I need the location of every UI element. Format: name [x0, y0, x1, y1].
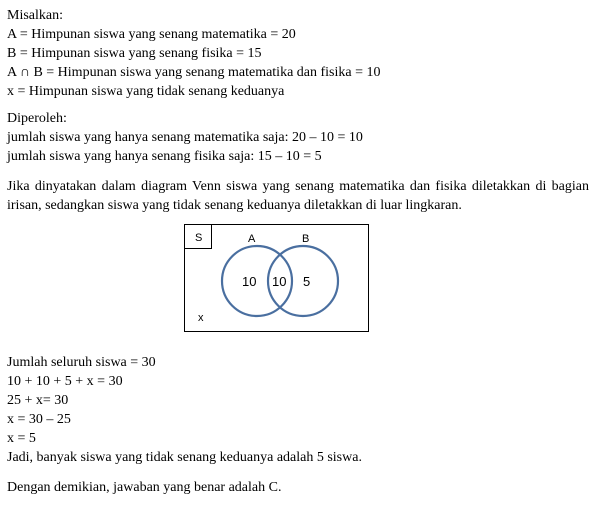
solution-equation: 10 + 10 + 5 + x = 30: [7, 374, 123, 389]
solution-result: x = 5: [7, 431, 36, 446]
only-b-value: 5: [303, 274, 311, 289]
solution-section: [7, 353, 589, 467]
given-line-x: x = Himpunan siswa yang tidak senang keduanya: [7, 84, 285, 99]
only-a-value: 10: [242, 274, 257, 289]
explanation-paragraph: Jika dinyatakan dalam diagram Venn siswa yang senang matematika dan fisika diletakkan di bagian irisan, sedangkan siswa yang tidak senang keduanya diletakkan di luar lingkaran.: [7, 179, 589, 213]
derived-heading: Diperoleh:: [7, 111, 67, 126]
set-b-label: B: [302, 233, 310, 245]
derived-line-math-only: jumlah siswa yang hanya senang matematika saja: 20 – 10 = 10: [7, 130, 363, 145]
solution-document: [7, 6, 589, 497]
set-a-label: A: [248, 233, 256, 245]
given-heading: Misalkan:: [7, 8, 63, 23]
given-line-b: B = Himpunan siswa yang senang fisika = 15: [7, 46, 262, 61]
venn-diagram: [184, 224, 369, 332]
solution-total: Jumlah seluruh siswa = 30: [7, 355, 156, 370]
given-line-a: A = Himpunan siswa yang senang matematika = 20: [7, 27, 296, 42]
universe-label: S: [195, 232, 203, 244]
given-line-intersection: A ∩ B = Himpunan siswa yang senang matematika dan fisika = 10: [7, 65, 381, 80]
solution-simplified: 25 + x= 30: [7, 393, 69, 408]
conclusion: Dengan demikian, jawaban yang benar adalah C.: [7, 480, 282, 495]
outside-label: x: [198, 312, 204, 324]
intersection-value: 10: [272, 274, 287, 289]
solution-statement: Jadi, banyak siswa yang tidak senang keduanya adalah 5 siswa.: [7, 450, 362, 465]
given-section: [7, 6, 589, 101]
derived-section: [7, 109, 589, 166]
derived-line-physics-only: jumlah siswa yang hanya senang fisika saja: 15 – 10 = 5: [7, 149, 322, 164]
venn-diagram-container: [7, 224, 589, 340]
solution-isolate: x = 30 – 25: [7, 412, 71, 427]
